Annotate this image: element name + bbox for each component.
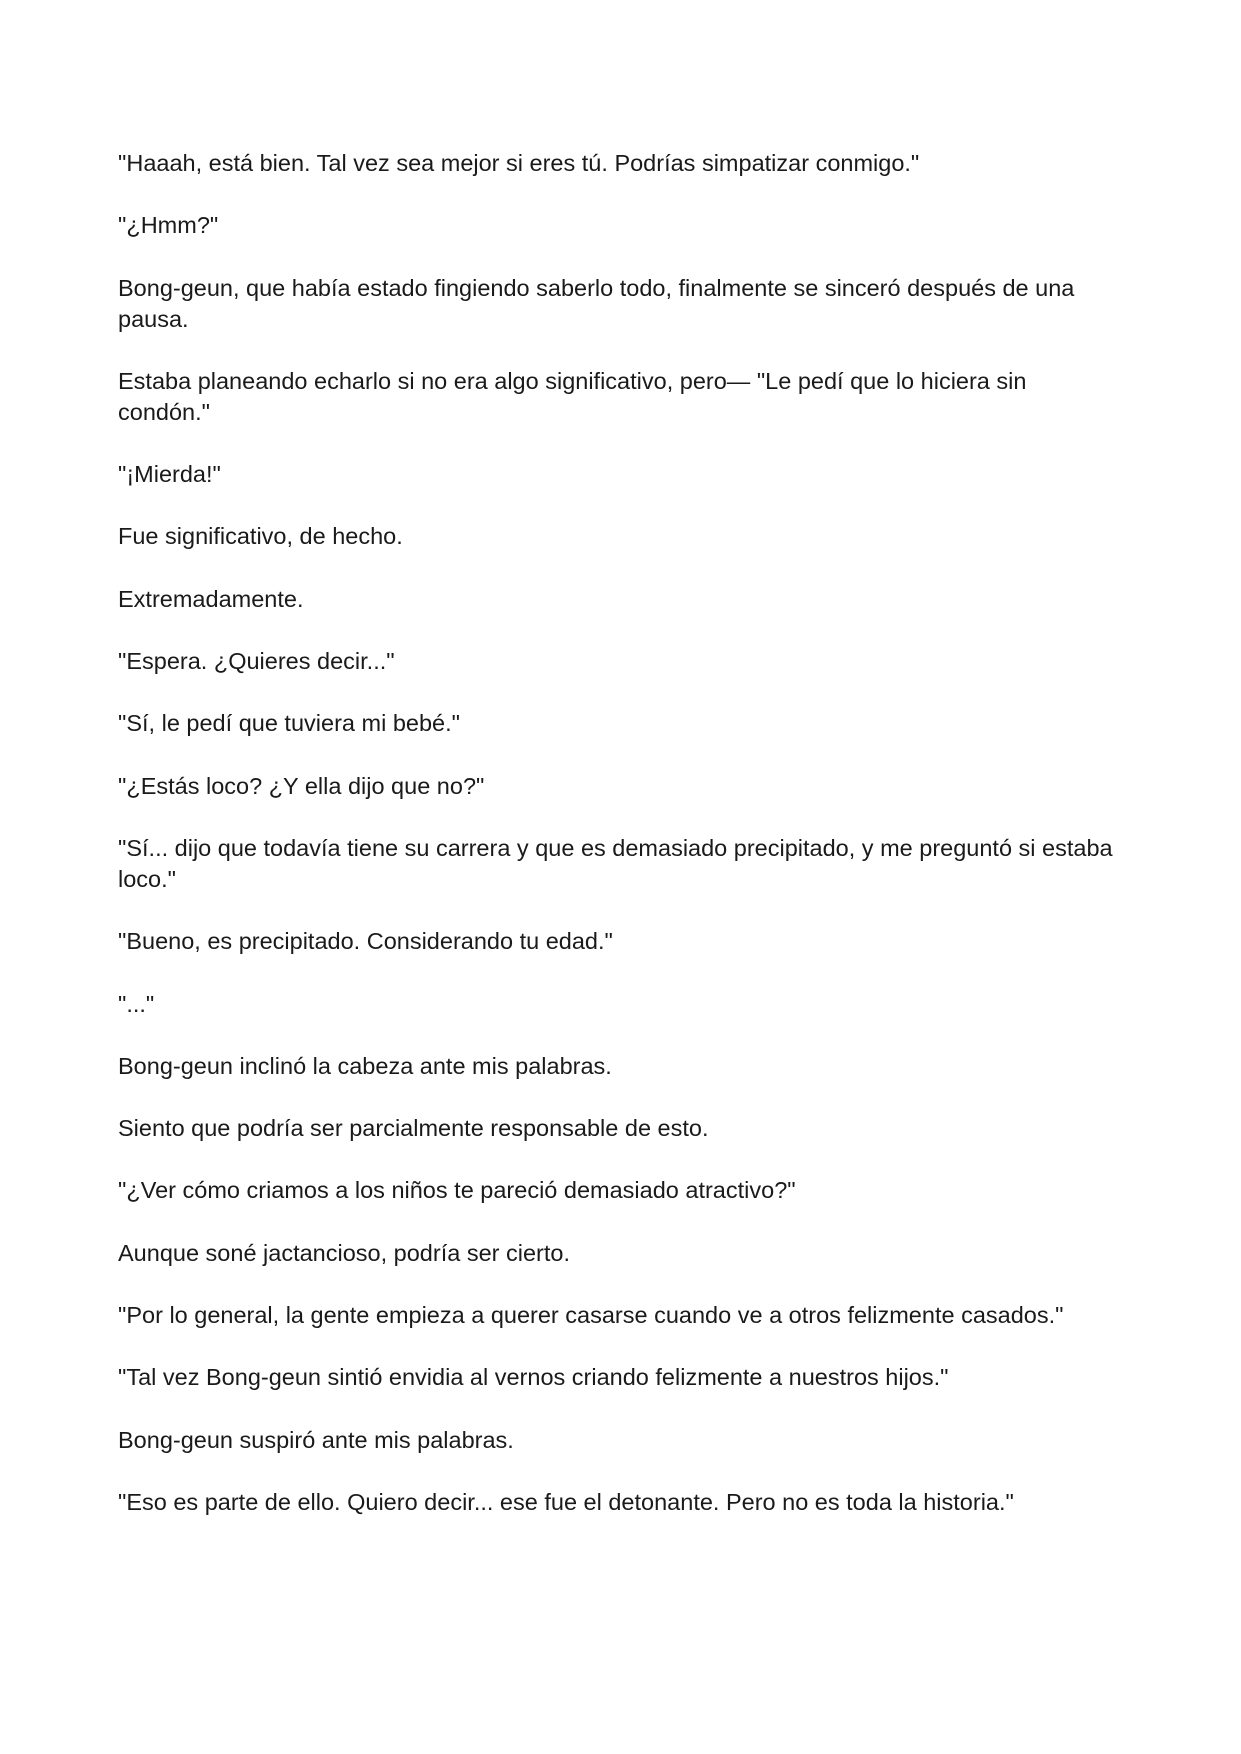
paragraph: "Sí... dijo que todavía tiene su carrera y que es demasiado precipitado, y me preguntó si estaba loco." bbox=[118, 834, 1113, 892]
paragraph: Aunque soné jactancioso, podría ser cierto. bbox=[118, 1239, 570, 1266]
paragraph: "¿Estás loco? ¿Y ella dijo que no?" bbox=[118, 772, 485, 799]
paragraph: Bong-geun, que había estado fingiendo saberlo todo, finalmente se sinceró después de una pausa. bbox=[118, 274, 1075, 332]
paragraph: "Sí, le pedí que tuviera mi bebé." bbox=[118, 710, 460, 737]
paragraph: Bong-geun suspiró ante mis palabras. bbox=[118, 1426, 514, 1453]
paragraph: Bong-geun inclinó la cabeza ante mis palabras. bbox=[118, 1052, 612, 1079]
document-text-body bbox=[118, 148, 1118, 1549]
paragraph: "¡Mierda!" bbox=[118, 461, 221, 488]
paragraph: "Tal vez Bong-geun sintió envidia al vernos criando felizmente a nuestros hijos." bbox=[118, 1364, 949, 1391]
paragraph: Extremadamente. bbox=[118, 585, 304, 612]
paragraph: "¿Ver cómo criamos a los niños te pareció demasiado atractivo?" bbox=[118, 1177, 796, 1204]
paragraph: "Eso es parte de ello. Quiero decir... ese fue el detonante. Pero no es toda la historia." bbox=[118, 1488, 1014, 1515]
paragraph: "Haaah, está bien. Tal vez sea mejor si eres tú. Podrías simpatizar conmigo." bbox=[118, 150, 920, 176]
paragraph: "Espera. ¿Quieres decir..." bbox=[118, 648, 395, 675]
paragraph: Estaba planeando echarlo si no era algo significativo, pero— "Le pedí que lo hiciera sin condón." bbox=[118, 367, 1027, 425]
paragraph: "Bueno, es precipitado. Considerando tu edad." bbox=[118, 928, 613, 955]
paragraph: Fue significativo, de hecho. bbox=[118, 523, 403, 550]
paragraph: Siento que podría ser parcialmente responsable de esto. bbox=[118, 1115, 709, 1142]
paragraph: "..." bbox=[118, 990, 155, 1017]
paragraph: "¿Hmm?" bbox=[118, 212, 219, 239]
paragraph: "Por lo general, la gente empieza a querer casarse cuando ve a otros felizmente casados." bbox=[118, 1302, 1064, 1329]
